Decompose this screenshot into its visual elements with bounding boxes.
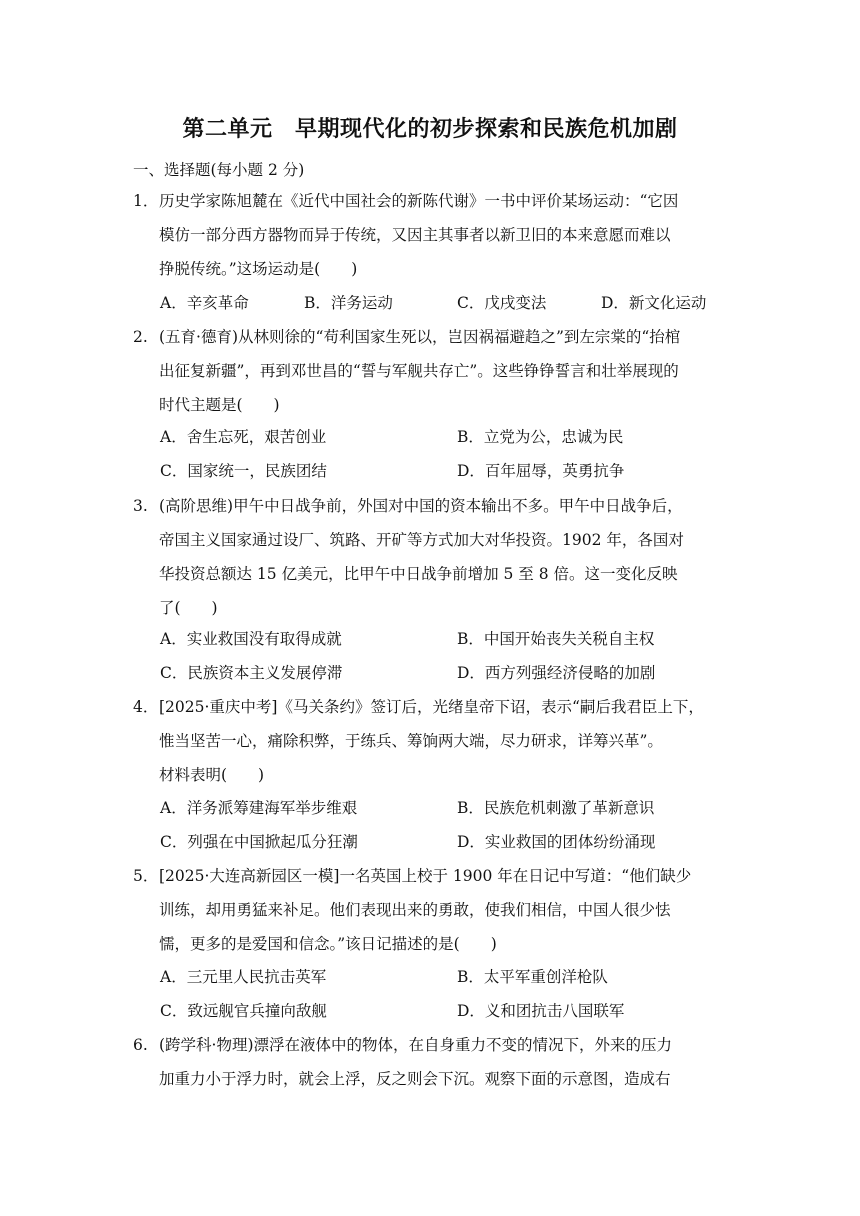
option-b: B．太平军重创洋枪队: [457, 968, 608, 986]
question-6: [133, 1028, 733, 1096]
question-text-line: 了( ): [159, 599, 218, 617]
question-2: [133, 320, 733, 422]
question-number: 6.: [133, 1036, 148, 1054]
question-text-line: 出征复新疆”，再到邓世昌的“誓与军舰共存亡”。这些铮铮誓言和壮举展现的: [159, 362, 679, 380]
option-a: A．辛亥革命: [160, 294, 249, 312]
question-5: [133, 859, 733, 961]
question-text-line: 挣脱传统。”这场运动是( ): [159, 260, 358, 278]
question-2-options: [160, 420, 740, 488]
option-a: A．三元里人民抗击英军: [160, 968, 327, 986]
option-b: B．立党为公，忠诚为民: [457, 428, 624, 446]
page-title: 第二单元 早期现代化的初步探索和民族危机加剧: [182, 117, 678, 142]
question-5-options: [160, 960, 740, 1028]
question-text-line: 帝国主义国家通过设厂、筑路、开矿等方式加大对华投资。1902 年，各国对: [159, 531, 684, 549]
option-b: B．中国开始丧失关税自主权: [457, 630, 655, 648]
question-3-options: [160, 622, 740, 690]
question-number: 3.: [133, 497, 148, 515]
option-d: D．西方列强经济侵略的加剧: [457, 664, 656, 682]
question-text-line: (高阶思维)甲午中日战争前，外国对中国的资本输出不多。甲午中日战争后，: [159, 497, 683, 515]
option-c: C．民族资本主义发展停滞: [160, 664, 343, 682]
question-text-line: (五育·德育)从林则徐的“苟利国家生死以，岂因祸福避趋之”到左宗棠的“抬棺: [159, 328, 681, 346]
question-text-line: [2025·大连高新园区一模]一名英国上校于 1900 年在日记中写道：“他们缺少: [159, 867, 692, 885]
option-b: B．民族危机刺激了革新意识: [457, 799, 655, 817]
option-a: A．实业救国没有取得成就: [160, 630, 342, 648]
question-3: [133, 489, 733, 625]
section-heading: 一、选择题(每小题 2 分): [133, 161, 305, 179]
option-c: C．列强在中国掀起瓜分狂潮: [160, 833, 358, 851]
question-1-options: [160, 286, 740, 320]
question-text-line: [2025·重庆中考]《马关条约》签订后，光绪皇帝下诏，表示“嗣后我君臣上下，: [159, 698, 704, 716]
option-d: D．义和团抗击八国联军: [457, 1002, 625, 1020]
option-c: C．致远舰官兵撞向敌舰: [160, 1002, 327, 1020]
question-text-line: (跨学科·物理)漂浮在液体中的物体，在自身重力不变的情况下，外来的压力: [159, 1036, 673, 1054]
question-text-line: 惟当坚苦一心，痛除积弊，于练兵、筹饷两大端，尽力研求，详筹兴革”。: [159, 732, 663, 750]
question-text-line: 加重力小于浮力时，就会上浮，反之则会下沉。观察下面的示意图，造成右: [159, 1070, 671, 1088]
option-d: D．实业救国的团体纷纷涌现: [457, 833, 656, 851]
option-d: D．百年屈辱，英勇抗争: [457, 462, 625, 480]
question-text-line: 懦，更多的是爱国和信念。”该日记描述的是( ): [159, 935, 497, 953]
question-number: 1．: [133, 192, 159, 210]
question-text-line: 材料表明( ): [159, 766, 265, 784]
question-text-line: 华投资总额达 15 亿美元，比甲午中日战争前增加 5 至 8 倍。这一变化反映: [159, 565, 678, 583]
option-d: D．新文化运动: [601, 294, 707, 312]
question-4: [133, 690, 733, 792]
question-text-line: 训练，却用勇猛来补足。他们表现出来的勇敢，使我们相信，中国人很少怯: [159, 901, 671, 919]
question-4-options: [160, 791, 740, 859]
question-text-line: 历史学家陈旭麓在《近代中国社会的新陈代谢》一书中评价某场运动：“它因: [159, 192, 679, 210]
question-1: [133, 184, 733, 286]
option-b: B．洋务运动: [304, 294, 393, 312]
option-a: A．洋务派筹建海军举步维艰: [160, 799, 358, 817]
option-c: C．国家统一，民族团结: [160, 462, 327, 480]
option-a: A．舍生忘死，艰苦创业: [160, 428, 327, 446]
question-text-line: 模仿一部分西方器物而异于传统，又因主其事者以新卫旧的本来意愿而难以: [159, 226, 671, 244]
option-c: C．戊戌变法: [457, 294, 547, 312]
question-number: 5．: [133, 867, 159, 885]
question-text-line: 时代主题是( ): [159, 396, 280, 414]
question-number: 2.: [133, 328, 148, 346]
question-number: 4．: [133, 698, 159, 716]
